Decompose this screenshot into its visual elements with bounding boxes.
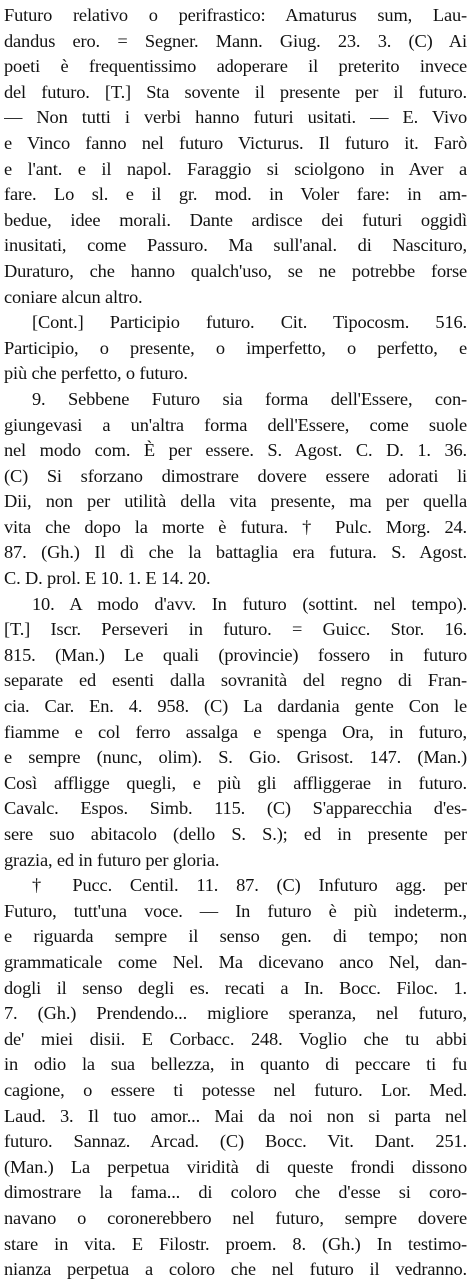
text-line: — Non tutti i verbi hanno futuri usitati. — E. Vivo bbox=[4, 107, 467, 128]
text-line: 87. (Gh.) Il dì che la battaglia era futura. S. Agost. bbox=[4, 542, 467, 563]
text-line: (C) Si sforzano dimostrare dovere essere adorati li bbox=[4, 465, 467, 486]
text-line: (Man.) La perpetua viridità di queste frondi dissono bbox=[4, 1156, 467, 1177]
text-line: e Vinco fanno nel futuro Victurus. Il futuro it. Farò bbox=[4, 132, 467, 153]
text-line: Futuro relativo o perifrastico: Amaturus sum, Lau- bbox=[4, 5, 467, 25]
text-line: grazia, ed in futuro per gloria. bbox=[4, 849, 220, 870]
text-line: 7. (Gh.) Prendendo... migliore speranza, nel futuro, bbox=[4, 1003, 467, 1024]
text-line: de' miei disii. E Corbacc. 248. Voglio che tu abbi bbox=[4, 1028, 467, 1049]
text-line: dandus ero. = Segner. Mann. Giug. 23. 3. (C) Ai bbox=[4, 30, 467, 51]
text-line: nel modo com. È per essere. S. Agost. C. D. 1. 36. bbox=[4, 440, 467, 461]
text-line: futuro. Sannaz. Arcad. (C) Bocc. Vit. Dant. 251. bbox=[4, 1131, 467, 1152]
text-line: poeti è frequentissimo adoperare il preterito invece bbox=[4, 56, 467, 77]
text-line: bedue, idee morali. Dante ardisce dei futuri oggidì bbox=[4, 209, 467, 230]
text-line: 9. Sebbene Futuro sia forma dell'Essere, con- bbox=[32, 388, 467, 409]
text-line: Così affligge quegli, e più gli affliggerae in futuro. bbox=[4, 772, 467, 793]
text-line: e l'ant. e il napol. Faraggio si sciolgono in Aver a bbox=[4, 158, 467, 179]
text-line: Participio, o presente, o imperfetto, o perfetto, e bbox=[4, 337, 467, 358]
text-line: fiamme e col ferro assalga e spenga Ora, in futuro, bbox=[4, 721, 467, 742]
text-line: vita che dopo la morte è futura. † Pulc. Morg. 24. bbox=[4, 516, 467, 537]
text-line: giungevasi a un'altra forma dell'Essere, come suole bbox=[4, 414, 467, 435]
text-line: nianza perpetua a coloro che nel futuro il vedranno. bbox=[4, 1259, 467, 1280]
text-line: del futuro. [T.] Sta sovente il presente per il futuro. bbox=[4, 81, 467, 102]
text-line: in odio la sua bellezza, in quanto di peccare ti fu bbox=[4, 1054, 467, 1075]
text-line: † Pucc. Centil. 11. 87. (C) Infuturo agg. per bbox=[32, 875, 467, 896]
text-line: stare in vita. E Filostr. proem. 8. (Gh.) In testimo- bbox=[4, 1233, 467, 1254]
text-line: coniare alcun altro. bbox=[4, 286, 143, 307]
text-line: grammaticale come Nel. Ma dicevano anco Nel, dan- bbox=[4, 951, 467, 972]
text-line: Cavalc. Espos. Simb. 115. (C) S'apparecchia d'es- bbox=[4, 798, 467, 819]
text-line: dogli il senso degli es. recati a In. Bocc. Filoc. 1. bbox=[4, 977, 467, 998]
text-line: [Cont.] Participio futuro. Cit. Tipocosm. 516. bbox=[32, 312, 467, 333]
text-line: Futuro, tutt'una voce. — In futuro è più indeterm., bbox=[4, 900, 467, 921]
text-line: e riguarda sempre il senso gen. di tempo; non bbox=[4, 926, 467, 947]
text-line: dimostrare la fama... di coloro che d'esse si coro- bbox=[4, 1182, 467, 1203]
text-line: più che perfetto, o futuro. bbox=[4, 363, 188, 384]
text-line: cia. Car. En. 4. 958. (C) La dardania gente Con le bbox=[4, 696, 467, 717]
text-line: 815. (Man.) Le quali (provincie) fossero in futuro bbox=[4, 644, 467, 665]
text-line: navano o coronerebbero nel futuro, sempre dovere bbox=[4, 1207, 467, 1228]
text-line: Laud. 3. Il tuo amor... Mai da noi non si parta nel bbox=[4, 1105, 467, 1126]
text-line: Dii, non per utilità della vita presente, ma per quella bbox=[4, 491, 467, 512]
text-line: sere suo abitacolo (dello S. S.); ed in presente per bbox=[4, 824, 467, 844]
text-line: [T.] Iscr. Perseveri in futuro. = Guicc. Stor. 16. bbox=[4, 619, 467, 640]
text-line: C. D. prol. E 10. 1. E 14. 20. bbox=[4, 568, 211, 589]
text-line: cagione, o essere ti potesse nel futuro. Lor. Med. bbox=[4, 1079, 467, 1100]
text-line: separate ed esenti dalla sovranità del regno di Fran- bbox=[4, 670, 467, 691]
text-line: fare. Lo sl. e il gr. mod. in Voler fare: in am- bbox=[4, 184, 467, 205]
text-line: 10. A modo d'avv. In futuro (sottint. nel tempo). bbox=[32, 593, 467, 614]
text-line: Duraturo, che hanno qualch'uso, se ne potrebbe forse bbox=[4, 260, 467, 281]
text-line: inusitati, come Passuro. Ma sull'anal. di Nascituro, bbox=[4, 235, 467, 256]
text-line: e sempre (nunc, olim). S. Gio. Grisost. 147. (Man.) bbox=[4, 747, 467, 768]
